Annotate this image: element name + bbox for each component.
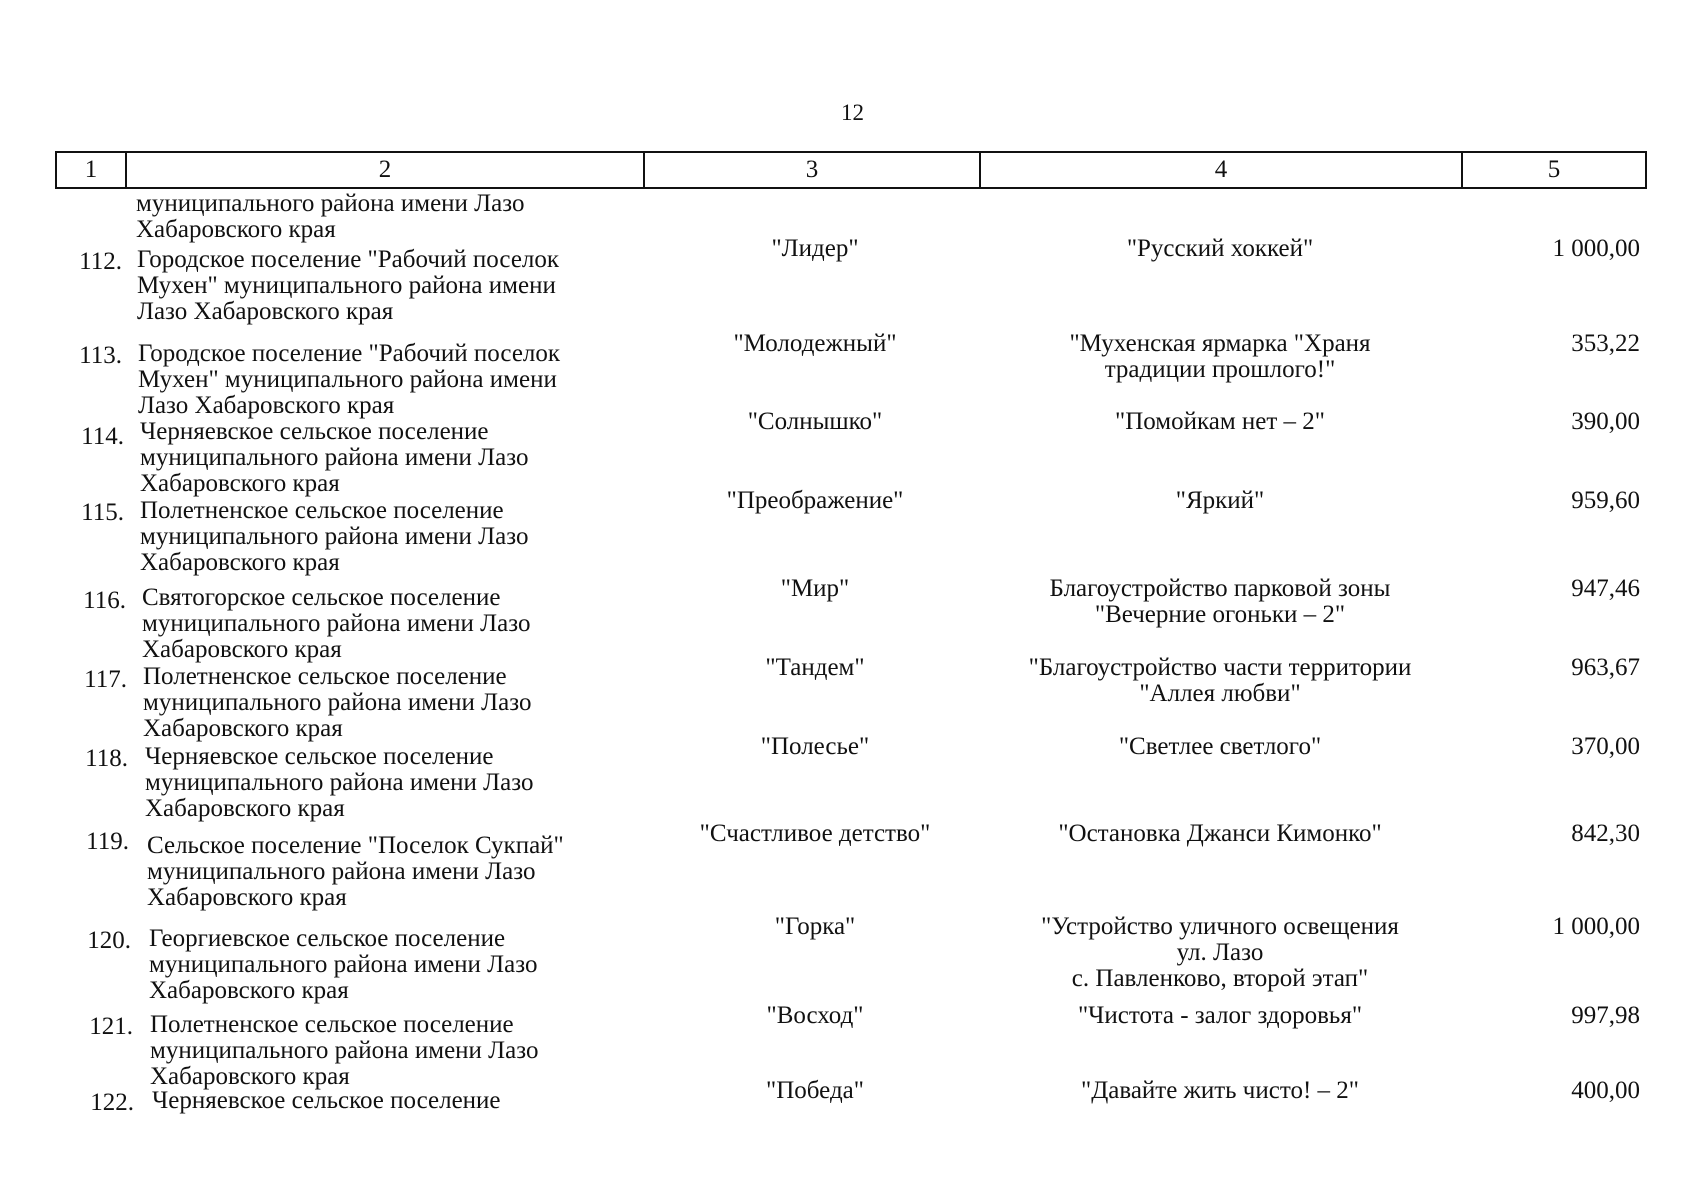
row-project: "Остановка Джанси Кимонко" [1058, 820, 1382, 847]
row-amount: 842,30 [1571, 820, 1640, 847]
row-amount: 959,60 [1571, 487, 1640, 514]
row-amount: 390,00 [1571, 408, 1640, 435]
row-name: Полетненское сельское поселение муниципального района имени Лазо Хабаровского края [143, 663, 532, 742]
row-name: Сельское поселение "Поселок Сукпай" муниципального района имени Лазо Хабаровского края [147, 832, 564, 911]
row-number: 119. [86, 828, 129, 855]
row-number: 113. [79, 342, 122, 369]
row-name: Полетненское сельское поселение муниципального района имени Лазо Хабаровского края [140, 497, 529, 576]
row-project: "Русский хоккей" [1126, 235, 1314, 262]
row-project: "Чистота - залог здоровья" [1077, 1002, 1363, 1029]
row-team: "Мир" [780, 575, 850, 602]
row-amount: 997,98 [1571, 1002, 1640, 1029]
row-team: "Молодежный" [733, 330, 897, 357]
row-amount: 947,46 [1571, 575, 1640, 602]
header-col-4: 4 [979, 151, 1463, 189]
row-number: 122. [90, 1089, 134, 1116]
row-amount: 963,67 [1571, 654, 1640, 681]
row-project: "Благоустройство части территории "Аллея любви" [1028, 654, 1412, 707]
row-project: "Давайте жить чисто! – 2" [1081, 1077, 1359, 1104]
row-name: Полетненское сельское поселение муниципального района имени Лазо Хабаровского края [150, 1011, 539, 1090]
row-amount: 400,00 [1571, 1077, 1640, 1104]
row-number: 118. [85, 745, 128, 772]
header-col-3: 3 [643, 151, 981, 189]
header-col-5: 5 [1461, 151, 1647, 189]
row-name: Черняевское сельское поселение [152, 1087, 501, 1114]
row-project: "Светлее светлого" [1118, 733, 1322, 760]
row-team: "Лидер" [771, 235, 859, 262]
row-amount: 1 000,00 [1552, 913, 1640, 940]
row-name: Святогорское сельское поселение муниципального района имени Лазо Хабаровского края [142, 584, 531, 663]
row-number: 121. [89, 1013, 133, 1040]
row-amount: 353,22 [1571, 330, 1640, 357]
row-team: "Преображение" [726, 487, 904, 514]
header-col-2: 2 [125, 151, 645, 189]
row-team: "Счастливое детство" [699, 820, 931, 847]
row-number: 116. [83, 587, 126, 614]
row-amount: 370,00 [1571, 733, 1640, 760]
row-team: "Восход" [766, 1002, 864, 1029]
row-team: "Горка" [774, 913, 856, 940]
row-team: "Победа" [766, 1077, 864, 1104]
row-number: 112. [79, 248, 122, 275]
row-team: "Тандем" [765, 654, 865, 681]
row-project: "Мухенская ярмарка "Храня традиции прошлого!" [1069, 330, 1371, 383]
header-col-1: 1 [55, 151, 127, 189]
row-amount: 1 000,00 [1552, 235, 1640, 262]
row-name: Городское поселение "Рабочий поселок Мухен" муниципального района имени Лазо Хабаровского края [137, 246, 560, 325]
row-number: 114. [81, 423, 124, 450]
row-number: 117. [84, 666, 127, 693]
row-name: Черняевское сельское поселение муниципального района имени Лазо Хабаровского края [145, 743, 534, 822]
page-number: 12 [841, 100, 864, 125]
continuation-text: муниципального района имени Лазо Хабаровского края [136, 190, 525, 243]
row-number: 120. [87, 927, 131, 954]
row-name: Черняевское сельское поселение муниципального района имени Лазо Хабаровского края [140, 418, 529, 497]
row-project: "Устройство уличного освещения ул. Лазо с. Павленково, второй этап" [1041, 913, 1399, 992]
row-project: "Яркий" [1175, 487, 1265, 514]
row-project: "Помойкам нет – 2" [1114, 408, 1326, 435]
row-number: 115. [81, 499, 124, 526]
row-team: "Полесье" [760, 733, 870, 760]
row-team: "Солнышко" [747, 408, 883, 435]
row-name: Георгиевское сельское поселение муниципального района имени Лазо Хабаровского края [149, 925, 538, 1004]
row-name: Городское поселение "Рабочий поселок Мухен" муниципального района имени Лазо Хабаровского края [138, 340, 561, 419]
row-project: Благоустройство парковой зоны "Вечерние огоньки – 2" [1049, 575, 1391, 628]
